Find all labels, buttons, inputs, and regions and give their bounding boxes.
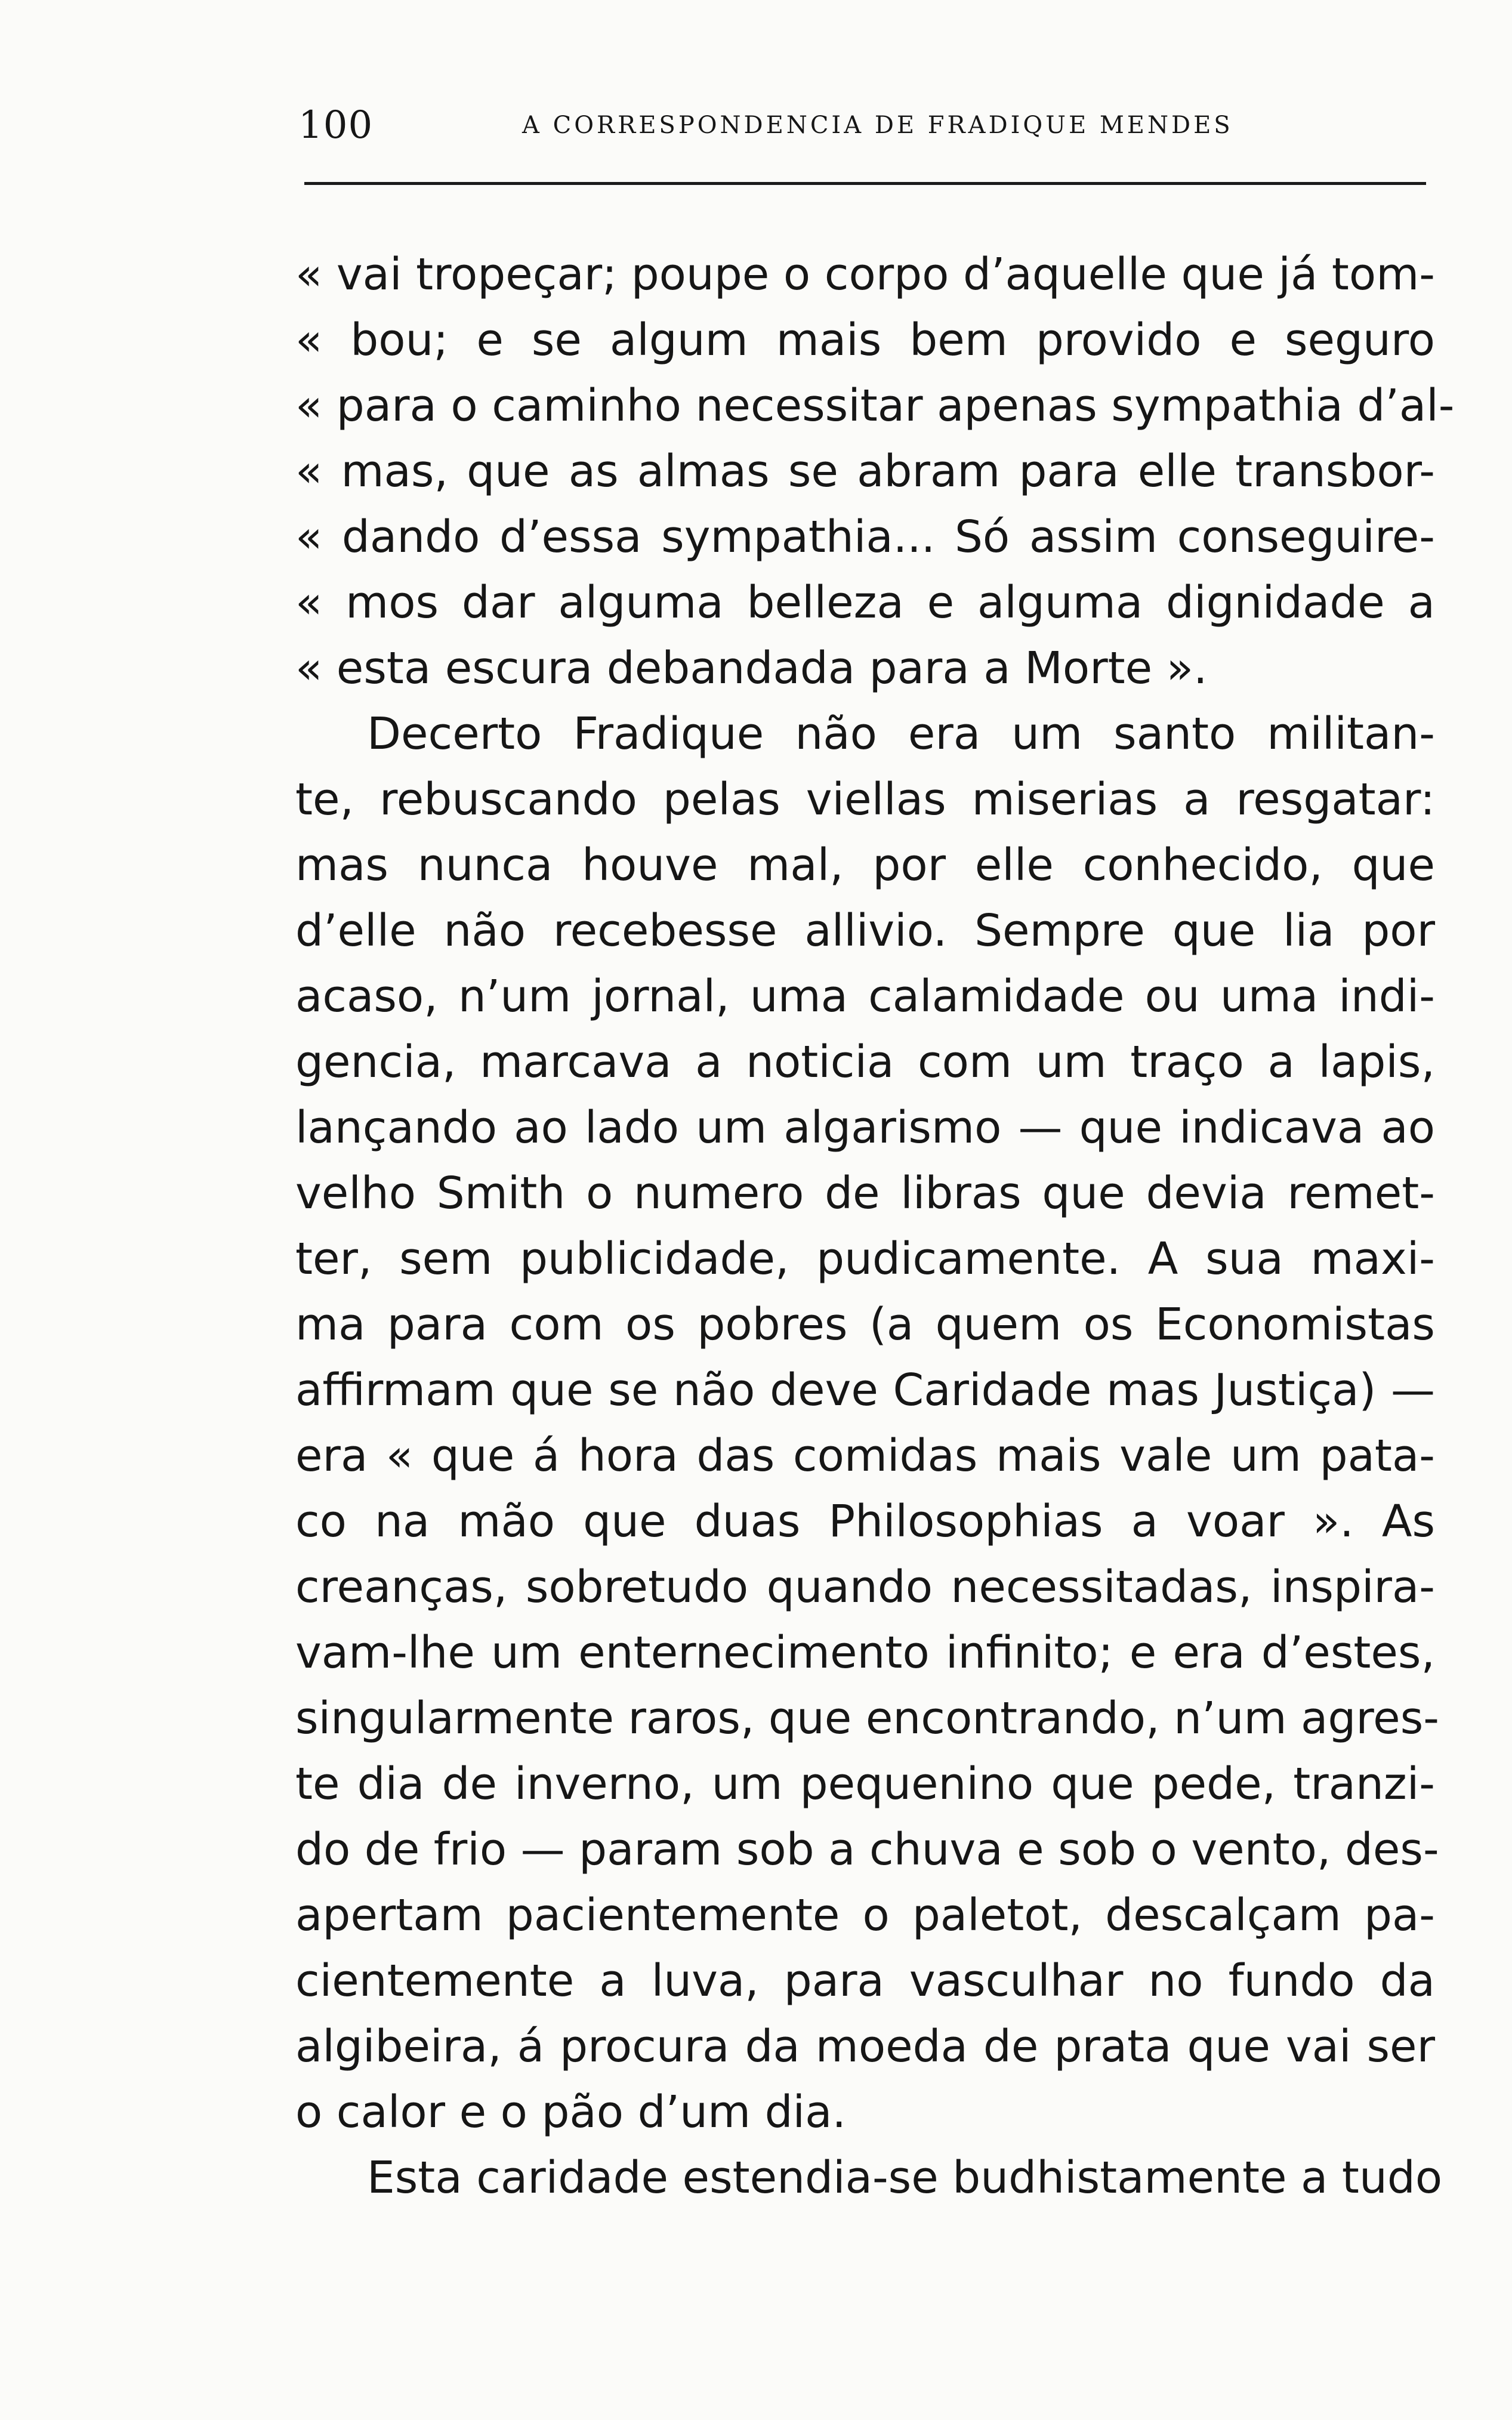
body-text [295,242,1455,2211]
text-line: Esta caridade estendia-se budhistamente a tudo [367,2152,1443,2203]
text-line: Decerto Fradique não era um santo militan- [367,708,1435,760]
text-line: mas nunca houve mal, por elle conhecido, que [295,839,1435,891]
text-line: lançando ao lado um algarismo — que indicava ao [295,1102,1435,1153]
text-line: « bou; e se algum mais bem provido e seguro [295,314,1435,366]
text-line: vam-lhe um enternecimento infinito; e era d’estes, [295,1627,1435,1678]
text-line: velho Smith o numero de libras que devia remet- [295,1168,1435,1219]
text-line: « para o caminho necessitar apenas sympathia d’al- [295,380,1455,431]
header-rule [304,182,1426,185]
text-line: apertam pacientemente o paletot, descalçam pa- [295,1890,1435,1941]
text-line: « esta escura debandada para a Morte ». [295,643,1208,694]
running-title: A CORRESPONDENCIA DE FRADIQUE MENDES [522,112,1233,139]
text-line: co na mão que duas Philosophias a voar ». As [295,1496,1435,1547]
running-head [298,101,1432,149]
text-line: ter, sem publicidade, pudicamente. A sua maxi- [295,1233,1435,1285]
text-line: « dando d’essa sympathia... Só assim conseguire- [295,511,1435,563]
text-line: do de frio — param sob a chuva e sob o vento, des- [295,1824,1439,1875]
text-line: o calor e o pão d’um dia. [295,2086,846,2138]
text-line: te, rebuscando pelas viellas miserias a resgatar: [295,774,1435,825]
text-line: algibeira, á procura da moeda de prata que vai ser [295,2021,1435,2072]
text-line: affirmam que se não deve Caridade mas Justiça) — [295,1365,1435,1416]
text-line: gencia, marcava a noticia com um traço a lapis, [295,1036,1435,1088]
text-line: creanças, sobretudo quando necessitadas, inspira- [295,1561,1435,1613]
page-number: 100 [298,103,374,147]
text-line: acaso, n’um jornal, uma calamidade ou uma indi- [295,971,1435,1022]
text-line: te dia de inverno, um pequenino que pede, tranzi- [295,1758,1435,1810]
text-line: « mas, que as almas se abram para elle transbor- [295,446,1435,497]
text-line: cientemente a luva, para vasculhar no fundo da [295,1955,1435,2007]
text-line: ma para com os pobres (a quem os Economistas [295,1299,1435,1350]
text-line: « mos dar alguma belleza e alguma dignidade a [295,577,1435,628]
text-line: « vai tropeçar; poupe o corpo d’aquelle que já tom- [295,249,1435,300]
text-line: d’elle não recebesse allivio. Sempre que lia por [295,905,1435,956]
text-line: era « que á hora das comidas mais vale um pata- [295,1430,1435,1481]
text-line: singularmente raros, que encontrando, n’um agres- [295,1693,1439,1744]
